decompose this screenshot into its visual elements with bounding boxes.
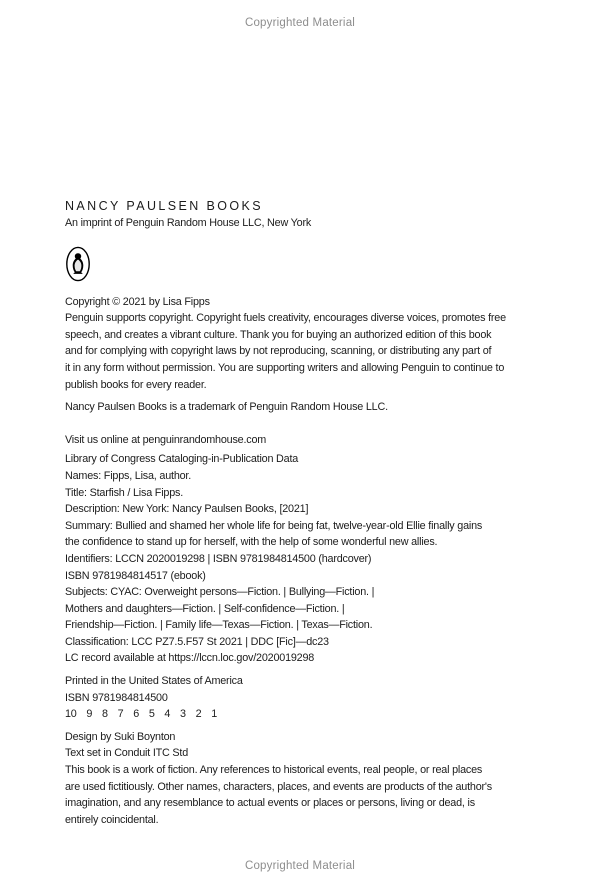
- copyright-notice: [65, 310, 550, 393]
- fiction-disclaimer: [65, 762, 550, 828]
- design-credit: Design by Suki Boynton: [65, 730, 176, 743]
- text-line: LC record available at https://lccn.loc.gov/2020019298: [65, 652, 315, 665]
- typeface-credit: Text set in Conduit ITC Std: [65, 747, 189, 760]
- text-line: Mothers and daughters—Fiction. | Self-confidence—Fiction. |: [65, 602, 345, 615]
- printing-block: [65, 673, 550, 723]
- text-line: Title: Starfish / Lisa Fipps.: [65, 486, 184, 499]
- copyright-page: [65, 198, 550, 828]
- printing-numbers-line: 10 9 8 7 6 5 4 3 2 1: [65, 708, 218, 721]
- text-line: Summary: Bullied and shamed her whole life for being fat, twelve-year-old Ellie finally gains: [65, 519, 483, 532]
- copyright-line: Copyright © 2021 by Lisa Fipps: [65, 295, 210, 308]
- text-line: the confidence to stand up for herself, with the help of some wonderful new allies.: [65, 536, 438, 549]
- watermark-top: Copyrighted Material: [244, 17, 356, 29]
- watermark-bottom: Copyrighted Material: [244, 860, 356, 872]
- imprint-name: NANCY PAULSEN BOOKS: [65, 199, 263, 213]
- text-line: publish books for every reader.: [65, 378, 207, 391]
- text-line: it in any form without permission. You are supporting writers and allowing Penguin to continue to: [65, 361, 505, 374]
- text-line: Names: Fipps, Lisa, author.: [65, 469, 192, 482]
- text-line: imagination, and any resemblance to actual events or places or persons, living or dead, is: [65, 797, 475, 810]
- text-line: speech, and creates a vibrant culture. Thank you for buying an authorized edition of this book: [65, 328, 492, 341]
- cip-heading: Library of Congress Cataloging-in-Publication Data: [65, 453, 299, 466]
- imprint-subtitle: An imprint of Penguin Random House LLC, New York: [65, 217, 312, 229]
- text-line: ISBN 9781984814517 (ebook): [65, 569, 206, 582]
- printed-line: Printed in the United States of America: [65, 675, 243, 688]
- text-line: are used fictitiously. Other names, characters, places, and events are products of the author's: [65, 780, 492, 793]
- penguin-logo: [65, 246, 91, 282]
- logo-container: [65, 246, 550, 282]
- text-line: Description: New York: Nancy Paulsen Books, [2021]: [65, 503, 309, 516]
- cip-data: [65, 468, 550, 667]
- text-line: This book is a work of fiction. Any references to historical events, real people, or real places: [65, 764, 483, 777]
- website-line: Visit us online at penguinrandomhouse.com: [65, 433, 267, 446]
- credits-block: [65, 729, 550, 829]
- text-line: Identifiers: LCCN 2020019298 | ISBN 9781984814500 (hardcover): [65, 552, 372, 565]
- text-line: Penguin supports copyright. Copyright fuels creativity, encourages diverse voices, promotes free: [65, 312, 506, 325]
- text-line: Friendship—Fiction. | Family life—Texas—Fiction. | Texas—Fiction.: [65, 619, 373, 632]
- text-line: Subjects: CYAC: Overweight persons—Fiction. | Bullying—Fiction. |: [65, 586, 375, 599]
- copyright-block: [65, 294, 550, 394]
- isbn-line: ISBN 9781984814500: [65, 691, 168, 704]
- text-line: and for complying with copyright laws by not reproducing, scanning, or distributing any part of: [65, 345, 492, 358]
- cip-block: [65, 451, 550, 667]
- trademark-line: Nancy Paulsen Books is a trademark of Penguin Random House LLC.: [65, 401, 388, 414]
- text-line: entirely coincidental.: [65, 813, 159, 826]
- text-line: Classification: LCC PZ7.5.F57 St 2021 | DDC [Fic]—dc23: [65, 635, 329, 648]
